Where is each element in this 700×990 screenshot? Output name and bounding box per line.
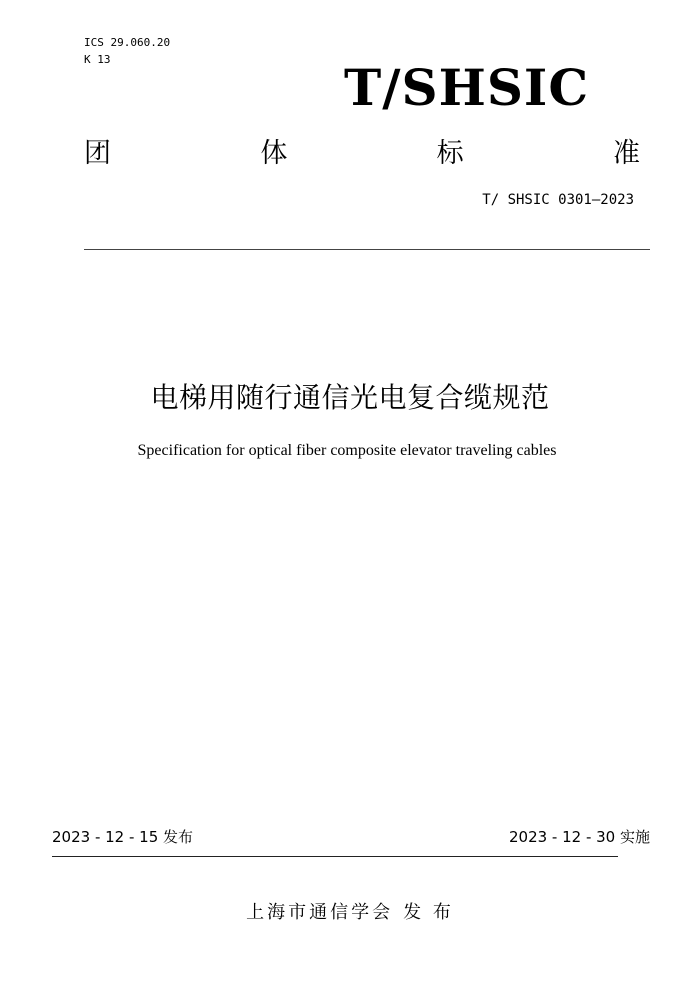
ics-code: ICS 29.060.20 [84,36,171,49]
publisher-organization: 上海市通信学会 [246,902,394,923]
document-title-english: Specification for optical fiber composite elevator traveling cables [137,442,557,459]
document-title-chinese: 电梯用随行通信光电复合缆规范 [150,381,550,414]
publisher-action: 发 布 [403,902,454,923]
issue-date: 2023 - 12 - 15 发布 [52,828,194,846]
publisher-line [0,900,700,926]
standard-type-char: 团 [84,138,111,169]
standard-type-char: 准 [612,138,640,169]
standard-logo: T/SHSIC [344,58,590,117]
implementation-date: 2023 - 12 - 30 实施 [508,828,650,846]
standard-number: T/ SHSIC 0301—2023 [482,192,634,208]
standard-type-char: 体 [260,138,288,169]
header-divider [84,249,650,250]
standard-type-heading [84,134,640,174]
classification-code: K 13 [84,53,111,66]
footer-divider [52,856,618,857]
standard-type-char: 标 [436,138,464,169]
